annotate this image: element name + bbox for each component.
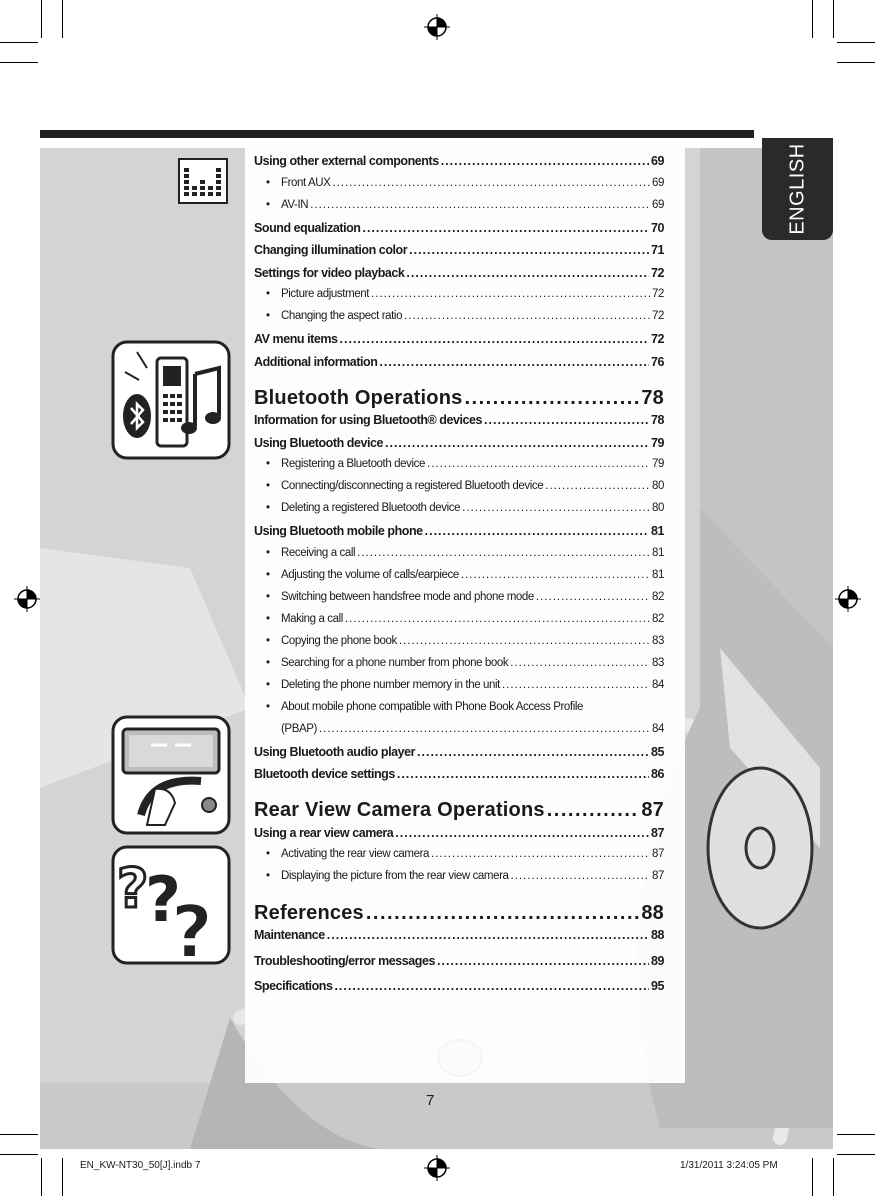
toc-leader: [406, 266, 649, 280]
toc-entry-title: Changing the aspect ratio: [281, 310, 403, 322]
toc-entry[interactable]: [254, 221, 664, 244]
toc-leader: [399, 635, 650, 647]
svg-text:?: ?: [145, 863, 181, 936]
registration-mark-icon: [424, 14, 450, 40]
toc-subentry[interactable]: [254, 199, 664, 221]
toc-leader: [425, 524, 649, 538]
toc-entry-title: Using Bluetooth audio player: [254, 744, 416, 759]
toc-entry-page: 87: [652, 848, 664, 860]
toc-entry-page: 86: [650, 767, 664, 781]
toc-leader: [502, 679, 650, 691]
toc-leader: [511, 870, 650, 882]
toc-entry[interactable]: [254, 745, 664, 768]
toc-entry-page: 82: [652, 590, 664, 603]
toc-leader: [462, 502, 650, 514]
toc-leader: [461, 569, 650, 581]
toc-section-camera[interactable]: [254, 796, 664, 826]
toc-entry-page: 84: [652, 678, 664, 691]
toc-entry-title: Searching for a phone number from phone book: [281, 656, 509, 669]
toc-subentry[interactable]: [254, 458, 664, 480]
toc-leader: [441, 154, 649, 168]
toc-entry-page: 83: [652, 634, 664, 647]
toc-entry[interactable]: [254, 332, 664, 355]
toc-entry-title: Settings for video playback: [254, 265, 405, 280]
toc-entry-page: 79: [652, 458, 664, 470]
toc-leader: [547, 799, 640, 822]
toc-subentry[interactable]: [254, 177, 664, 199]
footer-datetime: 1/31/2011 3:24:05 PM: [680, 1160, 778, 1171]
toc-entry-title: Activating the rear view camera: [281, 848, 430, 860]
question-marks-icon: [111, 845, 231, 965]
toc-entry[interactable]: [254, 355, 664, 378]
toc-leader: [362, 221, 649, 235]
bullet: •: [266, 848, 270, 860]
toc-entry-title: Adjusting the volume of calls/earpiece: [281, 568, 459, 581]
toc-entry-page: 81: [650, 524, 664, 538]
toc-entry-title: AV-IN: [281, 198, 309, 211]
bullet: •: [266, 546, 270, 559]
bullet: •: [266, 590, 270, 603]
bullet: •: [266, 678, 270, 691]
toc-entry-page: 88: [650, 928, 664, 942]
toc-subentry[interactable]: [254, 635, 664, 657]
bullet: •: [266, 612, 270, 625]
toc-leader: [484, 413, 649, 427]
toc-leader: [357, 547, 650, 559]
toc-entry-title: Troubleshooting/error messages: [254, 953, 435, 968]
toc-entry-page: 87: [652, 870, 664, 882]
crop-mark: [0, 1154, 38, 1155]
toc-entry-page: 76: [650, 354, 664, 369]
toc-entry[interactable]: [254, 928, 664, 951]
toc-entry[interactable]: [254, 826, 664, 849]
toc-entry-page: 69: [652, 176, 664, 189]
toc-subentry[interactable]: [254, 591, 664, 613]
toc-subentry-continued[interactable]: [254, 723, 664, 745]
toc-entry-page: 89: [650, 953, 664, 968]
toc-leader: [397, 767, 649, 781]
crop-mark: [0, 1134, 38, 1135]
crop-mark: [837, 1154, 875, 1155]
toc-entry-page: 84: [652, 722, 664, 735]
toc-entry-title: Maintenance: [254, 928, 325, 942]
toc-entry-title: Switching between handsfree mode and phone mode: [281, 590, 534, 603]
toc-entry-page: 72: [650, 265, 664, 280]
toc-leader: [431, 848, 650, 860]
bullet: •: [266, 634, 270, 647]
crop-mark: [62, 1158, 63, 1196]
toc-entry[interactable]: [254, 413, 664, 436]
language-tab: [762, 138, 833, 240]
toc-entry-title: Bluetooth device settings: [254, 767, 395, 781]
bullet: •: [266, 176, 270, 189]
toc-entry-title: Deleting the phone number memory in the unit: [281, 678, 500, 691]
toc-entry[interactable]: [254, 154, 664, 177]
toc-entry-title: Registering a Bluetooth device: [281, 458, 425, 470]
toc-leader: [332, 177, 650, 189]
toc-entry-page: 95: [650, 979, 664, 993]
toc-entry[interactable]: [254, 524, 664, 547]
toc-entry-page: 82: [652, 612, 664, 625]
toc-subentry[interactable]: [254, 679, 664, 701]
page-number: 7: [426, 1092, 435, 1109]
toc-entry[interactable]: [254, 767, 664, 790]
toc-entry[interactable]: [254, 979, 664, 1002]
svg-text:?: ?: [171, 890, 213, 965]
toc-entry-page: 72: [652, 288, 664, 300]
toc-subentry[interactable]: [254, 848, 664, 870]
crop-mark: [41, 1158, 42, 1196]
crop-mark: [41, 0, 42, 38]
toc-entry-title: Deleting a registered Bluetooth device: [281, 502, 461, 514]
toc-entry-title: Receiving a call: [281, 546, 356, 559]
toc-entry-title: About mobile phone compatible with Phone Book Access Profile: [281, 700, 584, 713]
toc-leader: [379, 355, 649, 369]
toc-entry-title: Making a call: [281, 612, 343, 625]
toc-subentry[interactable]: [254, 701, 664, 723]
toc-leader: [319, 723, 650, 735]
crop-mark: [812, 0, 813, 38]
crop-mark: [62, 0, 63, 38]
toc-subentry[interactable]: [254, 870, 664, 892]
toc-entry-page: 79: [650, 435, 664, 450]
toc-leader: [340, 332, 649, 346]
toc-leader: [404, 310, 650, 322]
bullet: •: [266, 700, 270, 713]
toc-entry-page: 87: [650, 825, 664, 840]
crop-mark: [0, 42, 38, 43]
toc-entry-page: 70: [650, 220, 664, 235]
toc-subentry[interactable]: [254, 569, 664, 591]
bullet: •: [266, 480, 270, 492]
crop-mark: [833, 1158, 834, 1196]
toc-subentry[interactable]: [254, 480, 664, 502]
registration-mark-icon: [424, 1155, 450, 1181]
section-title: Bluetooth Operations: [254, 386, 463, 409]
toc-entry-page: 81: [652, 546, 664, 559]
toc-entry-page: 83: [652, 656, 664, 669]
toc-entry-title: Sound equalization: [254, 220, 361, 235]
toc-leader: [395, 826, 649, 840]
toc-leader: [545, 480, 650, 492]
bluetooth-phone-music-icon: [111, 340, 231, 460]
toc-entry-title: Using other external components: [254, 154, 439, 168]
toc-entry-title: (PBAP): [281, 722, 317, 735]
toc-leader: [310, 199, 650, 211]
bullet: •: [266, 656, 270, 669]
toc-subentry[interactable]: [254, 657, 664, 679]
section-page: 78: [641, 386, 664, 409]
toc-section-bluetooth[interactable]: [254, 383, 664, 413]
toc-entry-page: 80: [652, 502, 664, 514]
toc-subentry[interactable]: [254, 288, 664, 310]
toc-entry-title: Connecting/disconnecting a registered Bluetooth device: [281, 480, 544, 492]
bullet: •: [266, 310, 270, 322]
toc-subentry[interactable]: [254, 547, 664, 569]
toc-subentry[interactable]: [254, 502, 664, 524]
registration-mark-icon: [14, 586, 40, 612]
table-of-contents: [254, 154, 664, 1002]
toc-leader: [437, 954, 649, 968]
footer-file: EN_KW-NT30_50[J].indb 7: [80, 1160, 201, 1171]
toc-entry[interactable]: [254, 243, 664, 266]
language-tab-label: ENGLISH: [786, 143, 808, 235]
rear-view-camera-icon: [111, 715, 231, 835]
bullet: •: [266, 458, 270, 470]
bullet: •: [266, 870, 270, 882]
bullet: •: [266, 198, 270, 211]
toc-leader: [345, 613, 650, 625]
toc-entry-page: 72: [650, 332, 664, 346]
bullet: •: [266, 568, 270, 581]
toc-leader: [366, 902, 640, 925]
toc-entry-title: AV menu items: [254, 332, 338, 346]
toc-leader: [427, 458, 650, 470]
toc-subentry[interactable]: [254, 613, 664, 635]
toc-leader: [417, 745, 649, 759]
toc-leader: [536, 591, 650, 603]
crop-mark: [0, 62, 38, 63]
toc-entry-title: Copying the phone book: [281, 634, 397, 647]
toc-entry-page: 85: [650, 744, 664, 759]
toc-entry-title: Changing illumination color: [254, 243, 408, 257]
toc-entry-page: 72: [652, 310, 664, 322]
toc-leader: [327, 928, 649, 942]
section-page: 88: [641, 901, 664, 924]
crop-mark: [833, 0, 834, 38]
section-page: 87: [641, 799, 664, 821]
crop-mark: [837, 62, 875, 63]
registration-mark-icon: [835, 586, 861, 612]
toc-leader: [510, 657, 650, 669]
toc-entry-title: Using Bluetooth device: [254, 435, 384, 450]
toc-entry-page: 71: [650, 243, 664, 257]
toc-leader: [371, 288, 650, 300]
toc-entry-page: 80: [652, 480, 664, 492]
toc-entry-title: Picture adjustment: [281, 288, 370, 300]
toc-entry[interactable]: [254, 954, 664, 977]
toc-subentry[interactable]: [254, 310, 664, 332]
toc-entry-page: 69: [650, 154, 664, 168]
crop-mark: [837, 42, 875, 43]
equalizer-icon: [178, 158, 228, 204]
toc-entry-title: Additional information: [254, 354, 378, 369]
toc-section-references[interactable]: [254, 898, 664, 928]
toc-entry[interactable]: [254, 266, 664, 289]
toc-entry-page: 69: [652, 198, 664, 211]
svg-text:?: ?: [117, 857, 149, 920]
toc-entry-title: Front AUX: [281, 176, 331, 189]
toc-entry-page: 78: [650, 413, 664, 427]
toc-entry-title: Using a rear view camera: [254, 825, 394, 840]
toc-entry-page: 81: [652, 568, 664, 581]
toc-entry-title: Information for using Bluetooth® devices: [254, 413, 483, 427]
section-title: Rear View Camera Operations: [254, 799, 545, 821]
toc-leader: [464, 387, 639, 410]
top-rule: [40, 130, 754, 138]
crop-mark: [812, 1158, 813, 1196]
toc-entry-title: Using Bluetooth mobile phone: [254, 524, 423, 538]
bullet: •: [266, 502, 270, 514]
toc-entry[interactable]: [254, 436, 664, 459]
bullet: •: [266, 288, 270, 300]
crop-mark: [837, 1134, 875, 1135]
toc-leader: [385, 436, 649, 450]
section-title: References: [254, 901, 364, 924]
toc-leader: [409, 243, 649, 257]
toc-entry-title: Displaying the picture from the rear view camera: [281, 870, 509, 882]
toc-leader: [334, 979, 649, 993]
toc-entry-title: Specifications: [254, 979, 333, 993]
